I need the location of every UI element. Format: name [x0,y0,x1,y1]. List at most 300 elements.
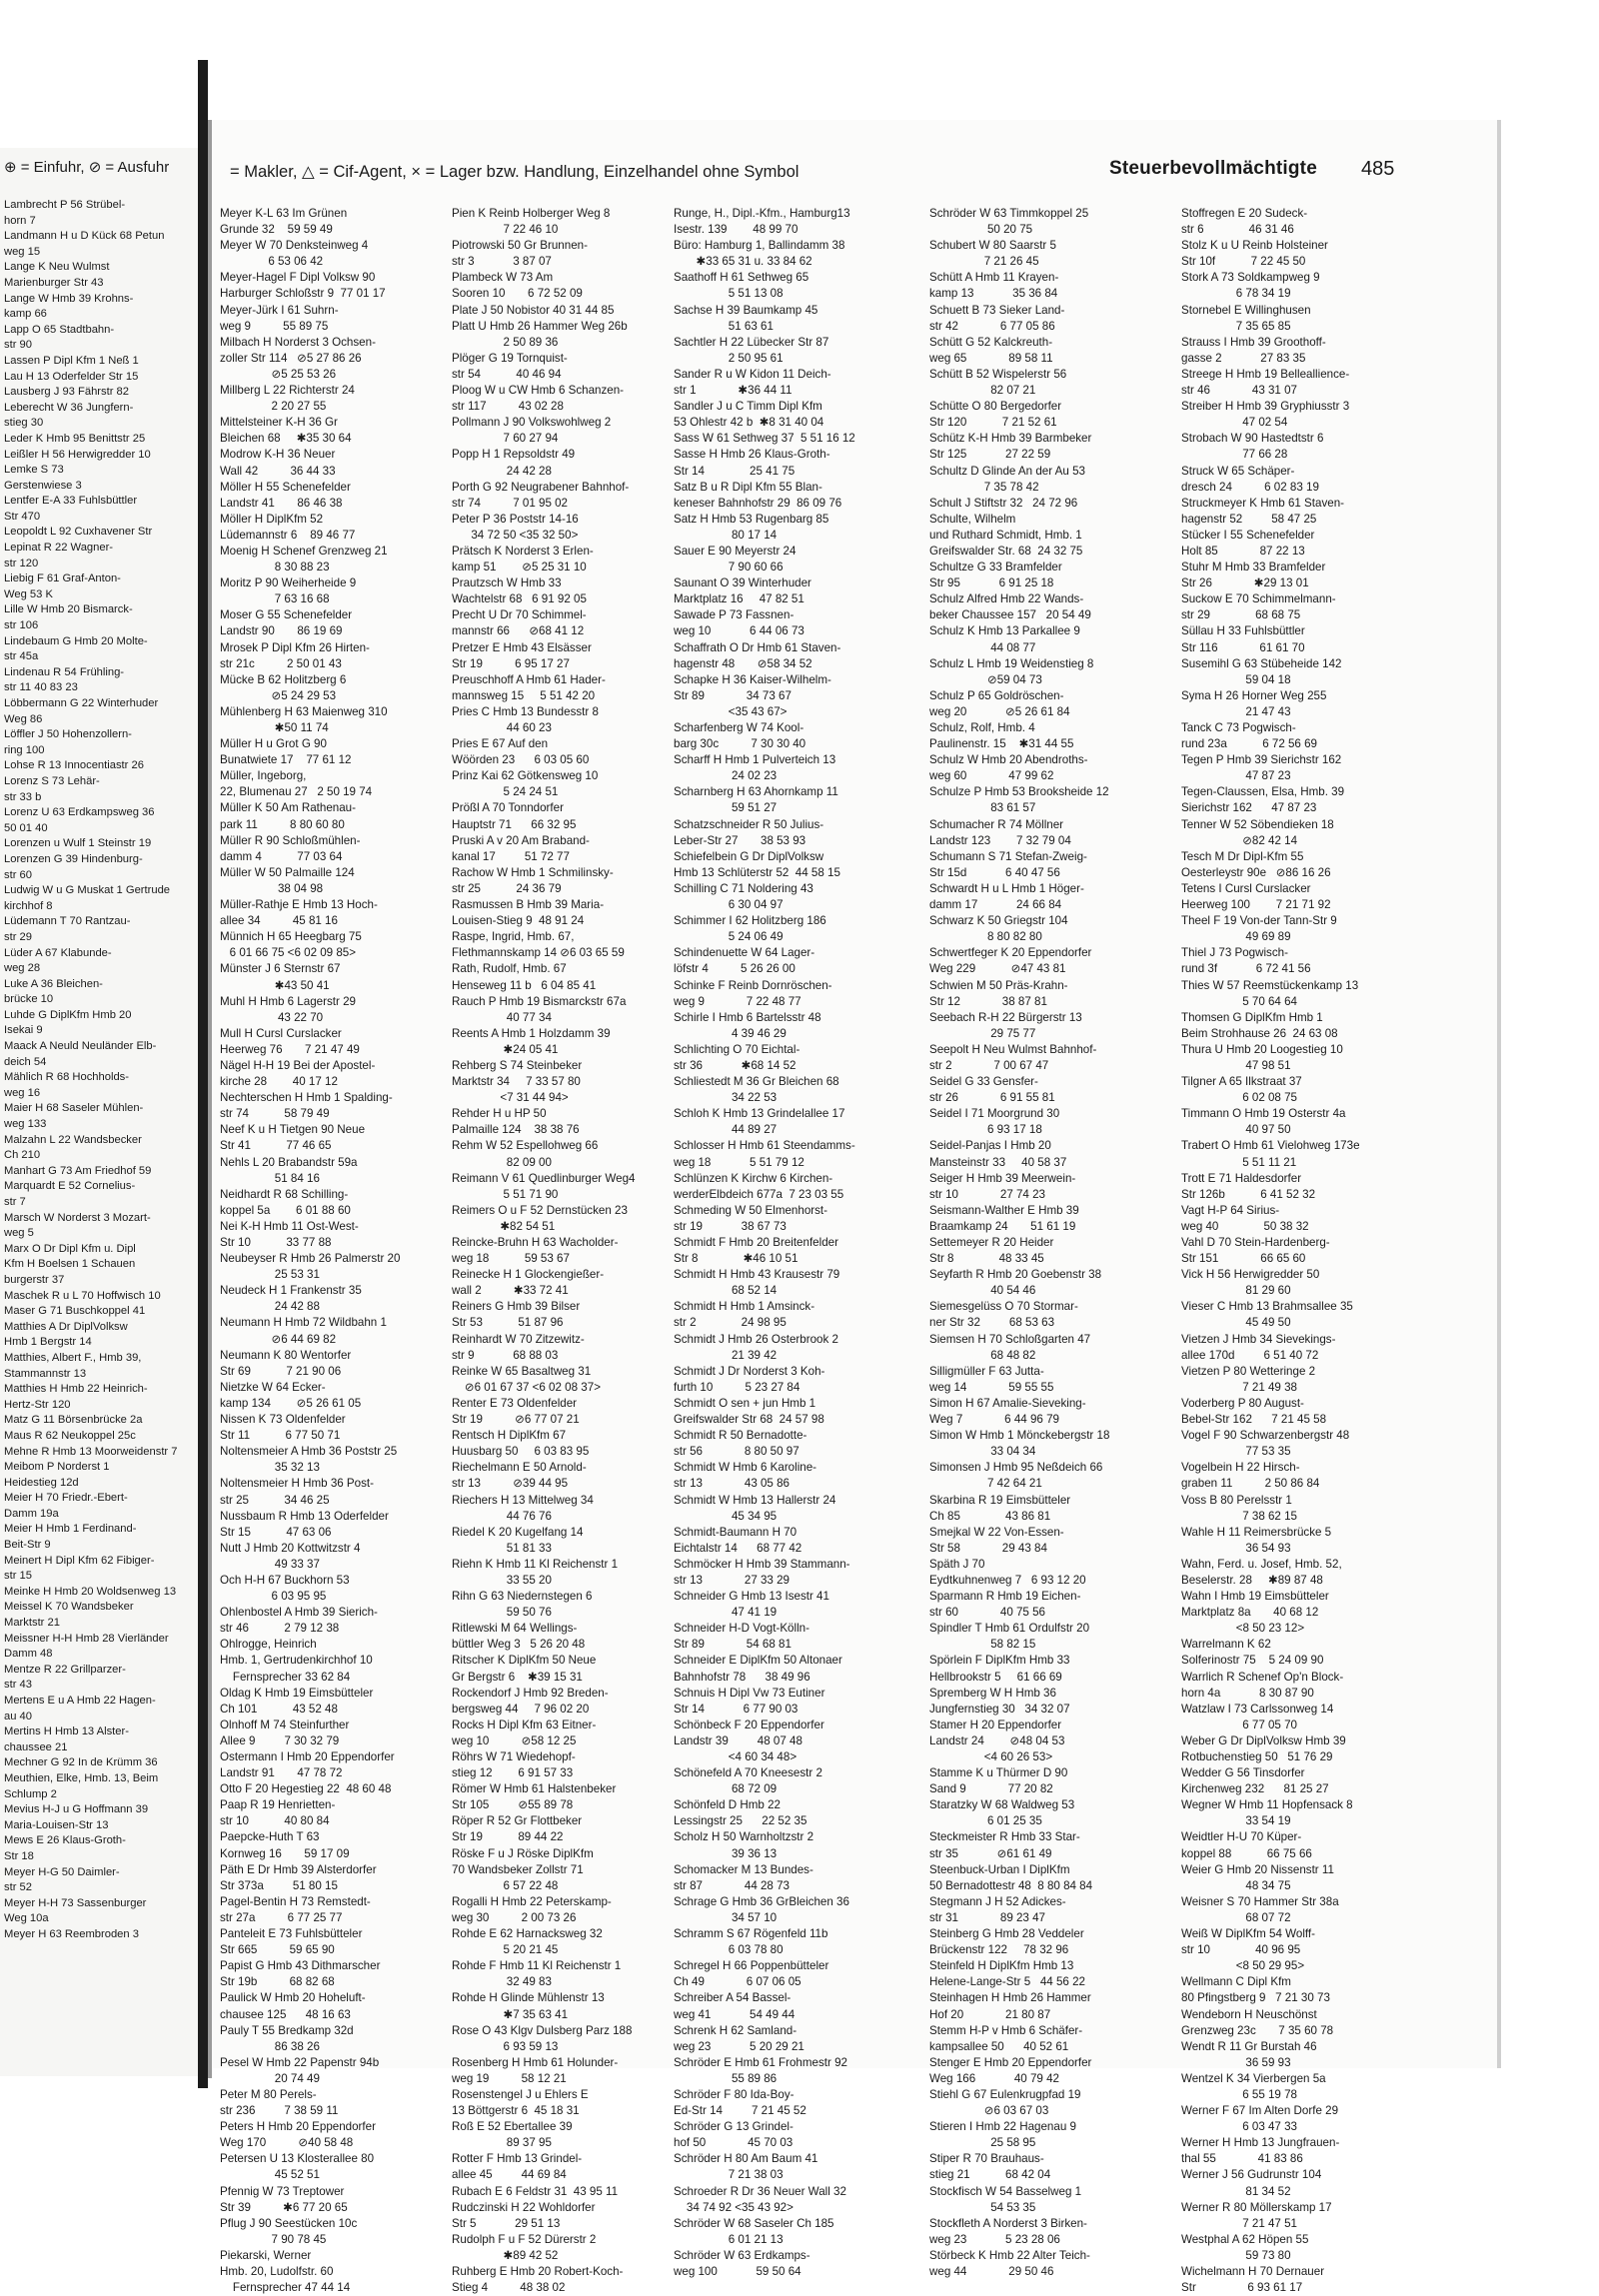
directory-entry-line: stieg 21 68 42 04 [929,2168,1051,2182]
left-entry-line: stieg 30 [4,417,44,430]
directory-entry-line: Schröder W 68 Saseler Ch 185 [674,2216,834,2230]
left-entry-line: Str 470 [4,510,41,523]
directory-entry-line: str 10 40 96 95 [1181,1943,1301,1957]
directory-entry-line: 6 02 08 75 [1181,1091,1297,1105]
directory-entry-line: kampsallee 50 40 52 61 [929,2039,1069,2053]
directory-entry-line: Rachow W Hmb 1 Schmilinsky- [452,865,614,879]
directory-entry-line: Sander R u W Kidon 11 Deich- [674,367,831,381]
left-entry-line: Matthies H Hmb 22 Heinrich- [4,1383,148,1396]
directory-entry-line: Ch 49 6 07 06 05 [674,1975,801,1989]
directory-entry-line: Marktplatz 8a 40 68 12 [1181,1606,1319,1620]
directory-entry-line: str 35 ⊘61 61 49 [929,1846,1052,1860]
directory-entry-line: Schmidt W Hmb 6 Karoline- [674,1461,817,1475]
directory-entry-line: allee 170d 6 51 40 72 [1181,1348,1319,1362]
left-entry-line: Löffler J 50 Hohenzollern- [4,728,132,741]
directory-entry-line: Nissen K 73 Oldenfelder [220,1413,346,1427]
directory-entry-line: Ed-Str 14 7 21 45 52 [674,2104,806,2118]
left-entry-line: Meyer H 63 Reembroden 3 [4,1927,139,1940]
directory-entry-line: 34 57 10 [674,1910,778,1924]
directory-entry-line: 44 76 76 [452,1509,552,1523]
directory-entry-line: 47 98 51 [1181,1058,1291,1072]
directory-entry-line: weg 20 ⊘5 26 61 84 [929,704,1070,718]
directory-entry-line: Suckow E 70 Schimmelmann- [1181,592,1336,606]
directory-entry-line: horn 4a 8 30 87 90 [1181,1686,1314,1700]
directory-entry-line: 45 49 50 [1181,1316,1291,1330]
directory-entry-line: Stuhr M Hmb 33 Bramfelder [1181,561,1326,574]
left-entry-line: Lange W Hmb 39 Krohns- [4,292,134,305]
left-entry-line: Beit-Str 9 [4,1539,51,1552]
directory-entry-line: Plate J 50 Nobistor 40 31 44 85 [452,303,615,317]
left-entry-line: Maschek R u L 70 Hoffwisch 10 [4,1289,161,1302]
directory-entry-line: 5 70 64 64 [1181,994,1297,1008]
directory-entry-line: Bleichen 68 ✱35 30 64 [220,432,352,446]
directory-entry-line: Schulz, Rolf, Hmb. 4 [929,721,1035,734]
directory-entry-line: Pries E 67 Auf den [452,737,549,751]
directory-entry-line: 34 72 50 <35 32 50> [452,528,579,542]
directory-entry-line: Wendeborn H Neuschönst [1181,2007,1317,2021]
directory-entry-line: Rehm W 52 Espellohweg 66 [452,1139,599,1153]
directory-entry-line: Schröder F 80 Ida-Boy- [674,2087,795,2101]
directory-entry-line: 7 90 60 66 [674,561,784,574]
directory-entry-line: Steenbuck-Urban I DiplKfm [929,1862,1070,1876]
directory-entry-line: löfstr 4 5 26 26 00 [674,962,796,976]
directory-entry-line: Vogel F 90 Schwarzenbergstr 48 [1181,1429,1350,1443]
directory-entry-line: Sparmann R Hmb 19 Eichen- [929,1590,1081,1604]
directory-entry-line: 5 51 71 90 [452,1187,559,1201]
directory-entry-line: Reinecke H 1 Glockengießer- [452,1268,605,1282]
directory-entry-line: chausee 125 48 16 63 [220,2007,351,2021]
directory-entry-line: Rotbuchenstieg 50 51 76 29 [1181,1750,1333,1763]
directory-entry-line: Schultz D Glinde An der Au 53 [929,464,1085,478]
directory-entry-line: Fernsprecher 33 62 84 [220,1670,351,1684]
directory-entry-line: Schröder G 13 Grindel- [674,2120,794,2134]
directory-entry-line: 34 74 92 <35 43 92> [674,2200,794,2214]
directory-entry-line: weg 30 2 00 73 26 [452,1910,577,1924]
left-entry-line: weg 16 [4,1086,41,1099]
left-entry-line: Mevius H-J u G Hoffmann 39 [4,1803,149,1816]
directory-entry-line: Str 120 7 21 52 61 [929,416,1057,430]
directory-entry-line: Paulinenstr. 15 ✱31 44 55 [929,737,1074,751]
directory-entry-line: Paap R 19 Henrietten- [220,1798,336,1812]
directory-entry-line: Pauly T 55 Bredkamp 32d [220,2023,354,2037]
directory-entry-line: Reimann V 61 Quedlinburger Weg4 [452,1171,636,1185]
left-entry-line: Lille W Hmb 20 Bismarck- [4,603,133,616]
directory-entry-line: kirche 28 40 17 12 [220,1075,338,1089]
directory-entry-line: Str 19b 68 82 68 [220,1975,335,1989]
left-entry-line: Landmann H u D Kück 68 Petun [4,230,165,243]
directory-entry-line: 40 97 50 [1181,1123,1291,1137]
directory-entry-line: <8 50 29 95> [1181,1959,1305,1973]
directory-entry-line: weg 60 47 99 62 [929,769,1054,783]
directory-entry-line: keneser Bahnhofstr 29 86 09 76 [674,496,842,510]
directory-entry-line: Marktstr 34 7 33 57 80 [452,1075,581,1089]
directory-entry-line: Müller W 50 Palmaille 124 [220,865,355,879]
directory-entry-line: Röhrs W 71 Wiedehopf- [452,1750,576,1763]
directory-entry-line: str 42 6 77 05 86 [929,319,1055,333]
left-entry-line: Leißler H 56 Herwigredder 10 [4,448,151,461]
directory-entry-line: Str 15d 6 40 47 56 [929,865,1060,879]
directory-entry-line: Landstr 24 ⊘48 04 53 [929,1733,1065,1747]
left-entry-line: Meier H 70 Friedr.-Ebert- [4,1492,128,1505]
left-entry-line: str 106 [4,619,39,632]
directory-entry-line: graben 11 2 50 86 84 [1181,1477,1320,1491]
directory-entry-line: Rose O 43 Klgv Dulsberg Parz 188 [452,2023,633,2037]
directory-entry-line: Schütt A Hmb 11 Krayen- [929,271,1059,285]
directory-entry-line: Stücker I 55 Schenefelder [1181,528,1315,542]
left-entry-line: Lüder A 67 Klabunde- [4,946,112,959]
directory-entry-line: Schönbeck F 20 Eppendorfer [674,1718,824,1731]
left-entry-line: 50 01 40 [4,821,48,834]
directory-entry-line: Ostermann I Hmb 20 Eppendorfer [220,1750,395,1763]
left-entry-line: Meibom P Norderst 1 [4,1461,110,1474]
directory-entry-line: Weidtler H-U 70 Küper- [1181,1830,1302,1844]
directory-entry-line: Tenner W 52 Söbendieken 18 [1181,817,1334,831]
directory-entry-line: Schönfeld D Hmb 22 [674,1798,781,1812]
directory-entry-line: Seebach R-H 22 Bürgerstr 13 [929,1010,1082,1024]
directory-entry-line: 59 51 27 [674,801,778,815]
directory-entry-line: Sasse H Hmb 26 Klaus-Groth- [674,448,830,462]
directory-entry-line: Moritz P 90 Weiherheide 9 [220,576,357,590]
directory-entry-line: Schütz K-H Hmb 39 Barmbeker [929,432,1092,446]
directory-entry-line: Schröder W 63 Erdkamps- [674,2248,810,2262]
directory-entry-line: Meyer W 70 Denksteinweg 4 [220,239,369,253]
directory-entry-line: Palmaille 124 38 38 76 [452,1123,580,1137]
directory-entry-line: Streiber H Hmb 39 Gryphiusstr 3 [1181,400,1350,414]
directory-entry-line: str 56 8 80 50 97 [674,1445,800,1459]
directory-entry-line: Precht U Dr 70 Schimmel- [452,608,587,622]
directory-entry-line: Schmeding W 50 Elmenhorst- [674,1203,828,1217]
directory-entry-line: Reimers O u F 52 Dernstücken 23 [452,1203,628,1217]
directory-entry-line: 6 03 78 80 [674,1943,784,1957]
directory-entry-line: Rath, Rudolf, Hmb. 67 [452,962,567,976]
directory-entry-line: bergsweg 44 7 96 02 20 [452,1702,590,1716]
directory-entry-line: 40 54 46 [929,1284,1036,1298]
left-entry-line: Meuthien, Elke, Hmb. 13, Beim [4,1771,159,1784]
directory-entry-line: 5 51 13 08 [674,287,784,301]
left-entry-line: Meyer H-H 73 Sassenburger [4,1896,147,1909]
directory-entry-line: Sauer E 90 Meyerstr 24 [674,544,797,558]
directory-entry-line: Skarbina R 19 Eimsbütteler [929,1493,1071,1507]
directory-entry-line: Schmidt W Hmb 13 Hallerstr 24 [674,1493,836,1507]
directory-entry-line: 6 03 95 95 [220,1590,327,1604]
directory-entry-line: Rogalli H Hmb 22 Peterskamp- [452,1894,612,1908]
directory-entry-line: str 21c 2 50 01 43 [220,656,342,670]
directory-entry-line: kamp 134 ⊘5 26 61 05 [220,1396,362,1410]
left-entry-line: Damm 48 [4,1648,53,1661]
directory-entry-line: 8 80 82 80 [929,930,1042,944]
left-entry-line: kamp 66 [4,308,47,321]
directory-entry-line: Landstr 39 48 07 48 [674,1733,802,1747]
directory-entry-line: str 87 44 28 73 [674,1878,790,1892]
left-page-header: ⊕ = Einfuhr, ⊘ = Ausfuhr [4,159,170,176]
directory-entry-line: Mrosek P Dipl Kfm 26 Hirten- [220,640,370,654]
directory-entry-line: Hauptstr 71 66 32 95 [452,817,577,831]
directory-entry-line: str 25 24 36 79 [452,881,562,895]
page-header [212,158,1416,190]
left-entry-line: Maria-Louisen-Str 13 [4,1818,109,1831]
left-page-column [4,198,196,1943]
directory-entry-line: Sawade P 73 Fassnen- [674,608,795,622]
left-entry-line: kirchhof 8 [4,899,53,912]
directory-entry-line: Settemeyer R 20 Heider [929,1236,1054,1249]
left-entry-line: Lentfer E-A 33 Fuhlsbüttler [4,495,138,508]
directory-entry-line: 25 58 95 [929,2136,1036,2150]
directory-entry-line: str 46 43 31 07 [1181,384,1297,398]
directory-entry-line: ⊘5 24 29 53 [220,688,337,702]
directory-entry-line: Raspe, Ingrid, Hmb. 67, [452,930,575,944]
directory-entry-line: Schmidt R 50 Bernadotte- [674,1429,807,1443]
directory-entry-line: Eydtkuhnenweg 7 6 93 12 20 [929,1573,1086,1587]
directory-entry-line: 7 63 16 68 [220,592,330,606]
directory-entry-line: 77 66 28 [1181,448,1288,462]
directory-entry-line: 47 87 23 [1181,769,1291,783]
left-entry-line: Str 18 [4,1849,34,1862]
directory-entry-line: 34 22 53 [674,1091,778,1105]
directory-entry-line: Hmb. 1, Gertrudenkirchhof 10 [220,1654,373,1668]
directory-entry-line: Siemsen H 70 Schloßgarten 47 [929,1332,1091,1346]
left-entry-line: Meinke H Hmb 20 Woldsenweg 13 [4,1585,177,1598]
directory-entry-line: Sachse H 39 Baumkamp 45 [674,303,818,317]
directory-entry-line: 22, Blumenau 27 2 50 19 74 [220,785,373,799]
symbol-legend: = Makler, △ = Cif-Agent, × = Lager bzw. Handlung, Einzelhandel ohne Symbol [230,163,800,181]
directory-entry-line: Harburger Schloßstr 9 77 01 17 [220,287,386,301]
directory-entry-line: Greifswalder Str. 68 24 32 75 [929,544,1083,558]
directory-entry-line: <35 43 67> [674,704,788,718]
directory-entry-line: 81 34 52 [1181,2184,1291,2198]
directory-entry-line: Renter E 73 Oldenfelder [452,1396,578,1410]
directory-entry-line: Meyer K-L 63 Im Grünen [220,207,348,220]
left-entry-line: brücke 10 [4,993,54,1006]
left-entry-line: Weg 86 [4,712,43,725]
directory-entry-line: weg 65 89 58 11 [929,351,1053,365]
directory-entry-line: Braamkamp 24 51 61 19 [929,1219,1076,1233]
directory-entry-line: str 60 40 75 56 [929,1606,1045,1620]
directory-entry-line: str 54 40 46 94 [452,367,562,381]
directory-entry-line: Platt U Hmb 26 Hammer Weg 26b [452,319,628,333]
directory-entry-line: Schult J Stiftstr 32 24 72 96 [929,496,1078,510]
directory-entry-line: Schlichting O 70 Eichtal- [674,1042,800,1056]
directory-entry-line: str 117 43 02 28 [452,400,564,414]
directory-entry-line: Nutt J Hmb 20 Kottwitzstr 4 [220,1541,361,1555]
directory-entry-line: Peter M 80 Perels- [220,2087,317,2101]
directory-entry-line: Paepcke-Huth T 63 [220,1830,320,1844]
directory-entry-line: 6 53 06 42 [220,255,324,269]
directory-entry-line: Stiehl G 67 Eulenkrugpfad 19 [929,2087,1081,2101]
directory-entry-line: hof 50 45 70 03 [674,2136,794,2150]
directory-entry-line: Rocks H Dipl Kfm 63 Eitner- [452,1718,597,1731]
directory-entry-line: Schreiber A 54 Bassel- [674,1991,792,2005]
directory-entry-line: Simonsen J Hmb 95 Neßdeich 66 [929,1461,1103,1475]
directory-entry-line: hagenstr 52 58 47 25 [1181,512,1317,526]
directory-entry-line: Ruhberg E Hmb 20 Robert-Koch- [452,2265,624,2278]
directory-entry-line: Nietzke W 64 Ecker- [220,1380,326,1394]
directory-entry-line: 32 49 83 [452,1975,552,1989]
directory-entry-line: Störbeck K Hmb 22 Alter Teich- [929,2248,1090,2262]
left-entry-line: deich 54 [4,1055,47,1068]
directory-entry-line: 33 04 34 [929,1445,1036,1459]
directory-entry-line: Str 105 ⊘55 89 78 [452,1798,574,1812]
directory-entry-line: Isestr. 139 48 99 70 [674,223,799,237]
left-entry-line: Mehne R Hmb 13 Moorweidenstr 7 [4,1445,178,1458]
directory-entry-line: <4 60 26 53> [929,1750,1053,1763]
directory-entry-line: Plöger G 19 Tornquist- [452,351,568,365]
directory-entry-line: Römer W Hmb 61 Halstenbeker [452,1782,617,1796]
directory-entry-line: Schaffrath O Dr Hmb 61 Staven- [674,640,841,654]
directory-entry-line: Schneider E DiplKfm 50 Altonaer [674,1654,842,1668]
directory-entry-line: 5 24 06 49 [674,930,784,944]
directory-entry-line: Nechterschen H Hmb 1 Spalding- [220,1091,393,1105]
directory-entry-line: ✱7 35 63 41 [452,2007,569,2021]
directory-entry-line: mannstr 66 ⊘68 41 12 [452,624,585,638]
left-entry-line: Marktstr 21 [4,1617,60,1630]
directory-entry-line: 81 29 60 [1181,1284,1291,1298]
directory-entry-line: Reinhardt W 70 Zitzewitz- [452,1332,585,1346]
directory-entry-line: barg 30c 7 30 30 40 [674,737,806,751]
left-entry-line: Isekai 9 [4,1024,43,1037]
directory-entry-line: Pollmann J 90 Volkswohlweg 2 [452,416,612,430]
directory-entry-line: Schultze G 33 Bramfelder [929,561,1062,574]
directory-entry-line: thal 55 41 83 86 [1181,2152,1303,2166]
directory-entry-line: Rehder H u HP 50 [452,1107,547,1121]
directory-entry-line: park 11 8 80 60 80 [220,817,345,831]
directory-entry-line: allee 34 45 81 16 [220,914,338,928]
directory-entry-line: Greifswalder Str 68 24 57 98 [674,1413,824,1427]
directory-entry-line: ⊘82 42 14 [1181,833,1298,847]
left-entry-line: Ch 210 [4,1149,41,1162]
directory-entry-line: Noltensmeier H Hmb 36 Post- [220,1477,374,1491]
directory-entry-line: Schomacker M 13 Bundes- [674,1862,813,1876]
left-entry-line: Lindebaum G Hmb 20 Molte- [4,634,148,647]
left-entry-line: Mertens E u A Hmb 22 Hagen- [4,1695,156,1707]
left-entry-line: str 60 [4,868,32,881]
directory-entry-line: 49 69 89 [1181,930,1291,944]
left-entry-line: Kfm H Boelsen 1 Schauen [4,1258,136,1271]
directory-entry-line: Tetens I Cursl Curslacker [1181,881,1311,895]
directory-entry-line: 77 53 35 [1181,1445,1291,1459]
directory-entry-line: Schliestedt M 36 Gr Bleichen 68 [674,1075,839,1089]
directory-entry-line: 50 Bernadottestr 48 8 80 84 84 [929,1878,1093,1892]
directory-entry-line: Siemesgelüss O 70 Stormar- [929,1300,1078,1314]
directory-entry-line: Pfennig W 73 Treptower [220,2184,345,2198]
directory-entry-line: Meyer-Jürk I 61 Suhrn- [220,303,339,317]
directory-entry-line: Rihn G 63 Niedernstegen 6 [452,1590,593,1604]
directory-entry-line: Roß E 52 Ebertallee 39 [452,2120,573,2134]
directory-entry-line: Werner F 67 Im Alten Dorfe 29 [1181,2104,1339,2118]
directory-entry-line: str 13 ⊘39 44 95 [452,1477,569,1491]
directory-entry-line: Leber-Str 27 38 53 93 [674,833,806,847]
directory-entry-line: wall 2 ✱33 72 41 [452,1284,569,1298]
directory-entry-line: Stork A 73 Soldkampweg 9 [1181,271,1320,285]
directory-entry-line: Vietzen J Hmb 34 Sievekings- [1181,1332,1336,1346]
directory-entry-line: str 236 7 38 59 11 [220,2104,339,2118]
left-entry-line: Maus R 62 Neukoppel 25c [4,1429,136,1442]
directory-entry-line: Rentsch H DiplKfm 67 [452,1429,567,1443]
directory-entry-line: Riechers H 13 Mittelweg 34 [452,1493,594,1507]
directory-entry-line: Str 10f 7 22 45 50 [1181,255,1306,269]
directory-entry-line: Neubeyser R Hmb 26 Palmerstr 20 [220,1252,401,1266]
directory-entry-line: Prinz Kai 62 Götkensweg 10 [452,769,599,783]
directory-entry-line: Muhl H Hmb 6 Lagerstr 29 [220,994,356,1008]
directory-entry-line: 70 Wandsbeker Zollstr 71 [452,1862,584,1876]
left-entry-line: Mählich R 68 Hochholds- [4,1071,129,1084]
directory-entry-line: 53 Ohlestr 42 b ✱8 31 40 04 [674,416,824,430]
directory-entry-line: kamp 51 ⊘5 25 31 10 [452,561,587,574]
directory-entry-line: Schmidt H Hmb 1 Amsinck- [674,1300,815,1314]
book-spine [198,60,208,2088]
directory-entry-line: 6 30 04 97 [674,898,784,912]
directory-entry-line: 6 77 05 70 [1181,1718,1297,1731]
directory-entry-line: str 74 58 79 49 [220,1107,330,1121]
directory-entry-line: 24 42 28 [452,464,552,478]
directory-entry-line: Werner J 56 Gudrunstr 104 [1181,2168,1322,2182]
directory-entry-line: Hmb 13 Schlüterstr 52 44 58 15 [674,865,840,879]
directory-entry-line: 25 53 31 [220,1268,320,1282]
directory-entry-line: Str 53 51 87 96 [452,1316,564,1330]
directory-entry-line: Lüdemannstr 6 89 46 77 [220,528,356,542]
directory-entry-line: Wahn, Ferd. u. Josef, Hmb. 52, [1181,1557,1342,1571]
directory-entry-line: Lessingstr 25 22 52 35 [674,1814,807,1828]
directory-entry-line: 68 48 82 [929,1348,1036,1362]
directory-entry-line: Rehberg S 74 Steinbeker [452,1058,583,1072]
directory-entry-line: Piotrowski 50 Gr Brunnen- [452,239,588,253]
left-entry-line: Malzahn L 22 Wandsbecker [4,1133,142,1146]
directory-entry-line: 68 52 14 [674,1284,778,1298]
left-entry-line: str 90 [4,339,32,352]
directory-entry-line: <8 50 23 12> [1181,1622,1305,1636]
directory-entry-line: str 1 ✱36 44 11 [674,384,793,398]
directory-entry-line: Eichtalstr 14 68 77 42 [674,1541,802,1555]
left-entry-line: Lorenz S 73 Lehär- [4,774,100,787]
directory-entry-line: Röske F u J Röske DiplKfm [452,1846,594,1860]
directory-entry-line: Neef K u H Tietgen 90 Neue [220,1123,366,1137]
left-entry-line: weg 133 [4,1118,47,1131]
left-entry-line: Marienburger Str 43 [4,276,104,289]
directory-entry-line: Ohlrogge, Heinrich [220,1638,317,1652]
directory-entry-line: Str 6 93 61 17 [1181,2281,1303,2295]
directory-entry-line: str 2 24 98 95 [674,1316,787,1330]
directory-entry-line: Strobach W 90 Hastedtstr 6 [1181,432,1324,446]
directory-entry-line: str 3 3 87 07 [452,255,552,269]
directory-entry-line: Schulz W Hmb 20 Abendroths- [929,753,1088,767]
directory-entry-line: Vahl D 70 Stein-Hardenberg- [1181,1236,1330,1249]
directory-entry-line: Str 95 6 91 25 18 [929,576,1054,590]
directory-entry-line: Str 14 25 41 75 [674,464,796,478]
directory-entry-line: Papist G Hmb 43 Dithmarscher [220,1959,381,1973]
directory-entry-line: Pruski A v 20 Am Braband- [452,833,590,847]
directory-entry-line: 36 54 93 [1181,1541,1291,1555]
directory-entry-line: Tilgner A 65 Ilkstraat 37 [1181,1075,1302,1089]
directory-entry-line: Reents A Hmb 1 Holzdamm 39 [452,1026,611,1040]
directory-entry-line: Weisner S 70 Hammer Str 38a [1181,1894,1339,1908]
directory-entry-line: Tesch M Dr Dipl-Kfm 55 [1181,849,1304,863]
left-entry-line: Matthies, Albert F., Hmb 39, [4,1351,142,1364]
directory-entry-line: Schumann S 71 Stefan-Zweig- [929,849,1087,863]
directory-entry-line: Paulick W Hmb 20 Hoheluft- [220,1991,366,2005]
directory-entry-line: str 29 68 68 75 [1181,608,1301,622]
directory-entry-line: Solferinostr 75 5 24 09 90 [1181,1654,1324,1668]
directory-entry-line: mannsweg 15 5 51 42 20 [452,688,596,702]
directory-entry-line: 58 82 15 [929,1638,1036,1652]
directory-entry-line: Tegen P Hmb 39 Sierichstr 162 [1181,753,1342,767]
directory-entry-line: 83 61 57 [929,801,1036,815]
directory-entry-line: Stockfleth A Norderst 3 Birken- [929,2216,1087,2230]
directory-entry-line: Streege H Hmb 19 Belleallience- [1181,367,1350,381]
directory-entry-line: Weiß W DiplKfm 54 Wolff- [1181,1927,1315,1941]
directory-entry-line: Ch 101 43 52 48 [220,1702,338,1716]
directory-entry-line: Hmb. 20, Ludolfstr. 60 [220,2265,334,2278]
directory-entry-line: Weg 229 ⊘47 43 81 [929,962,1066,976]
left-entry-line: Marsch W Norderst 3 Mozart- [4,1211,151,1224]
